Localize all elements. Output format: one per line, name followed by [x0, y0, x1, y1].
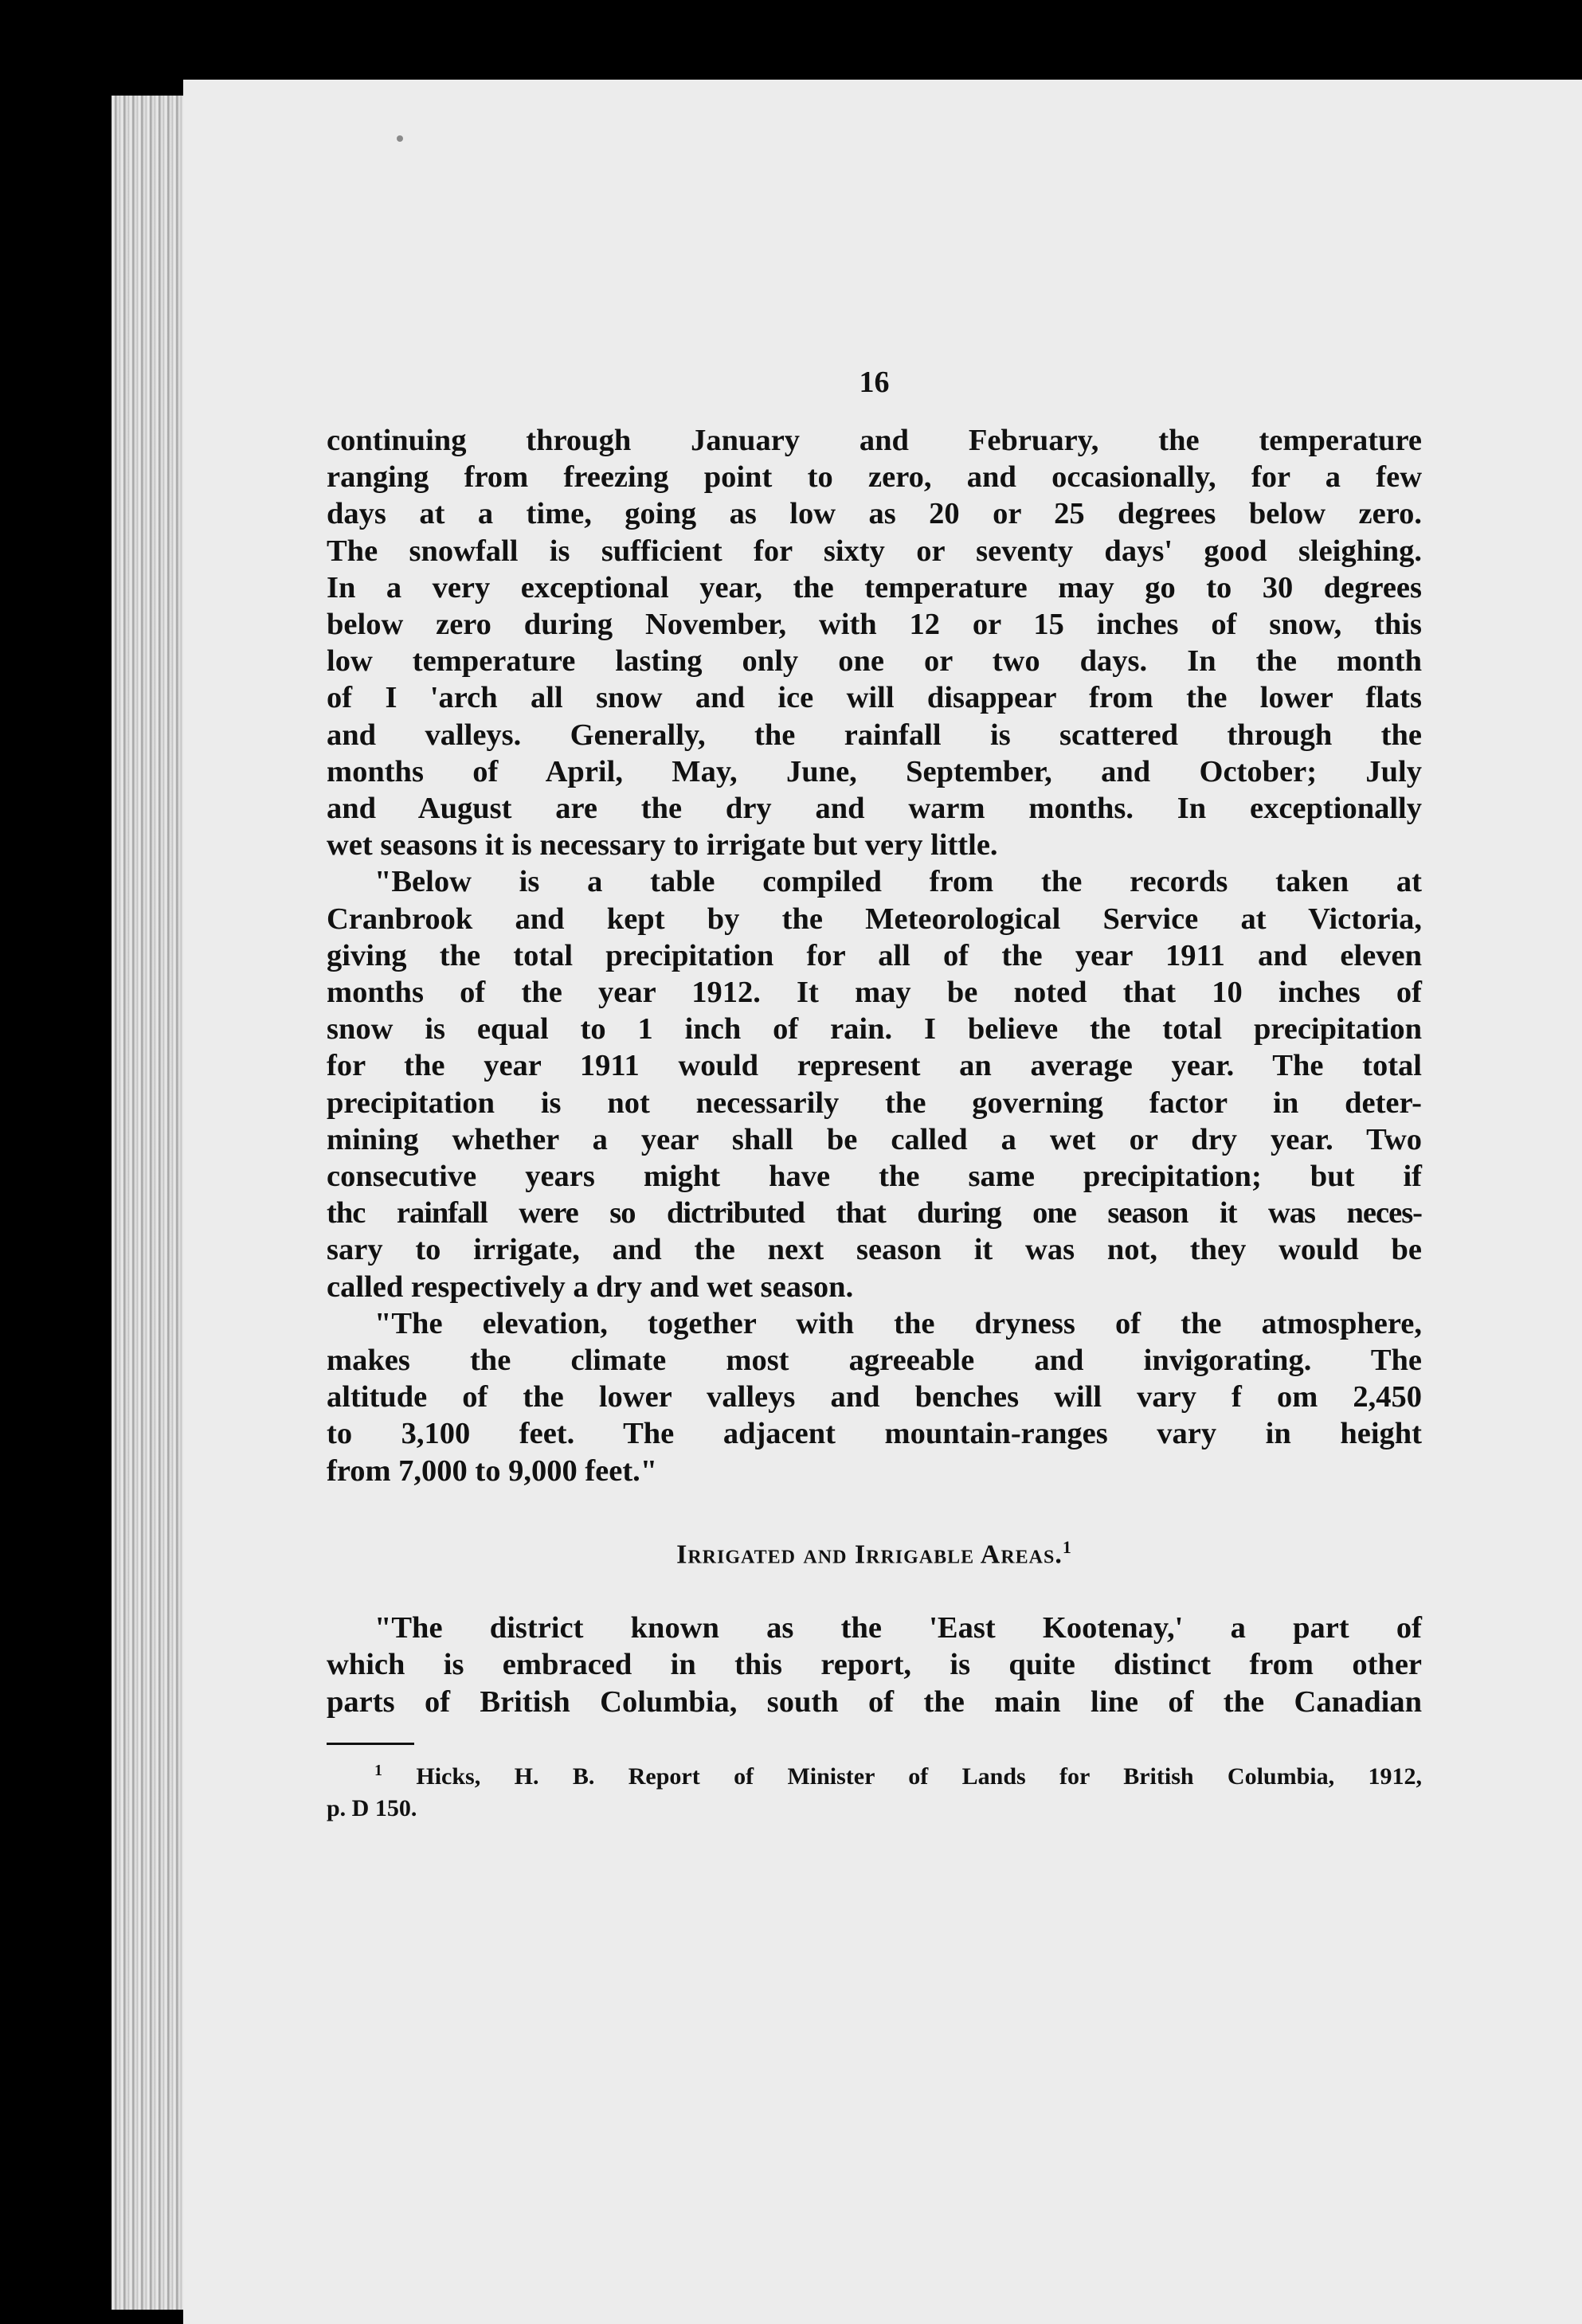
text-line: from 7,000 to 9,000 feet."	[327, 1453, 658, 1488]
text-line: "The elevation, together with the dryness of the atmosphere,	[374, 1306, 1422, 1340]
scan-speck	[397, 135, 403, 142]
text-line: to 3,100 feet. The adjacent mountain-ranges vary in height	[327, 1417, 1422, 1451]
text-line: altitude of the lower valleys and benches will vary f om 2,450	[327, 1380, 1422, 1414]
paragraph-precipitation	[327, 863, 1422, 1305]
text-line: thc rainfall were so dictributed that during one season it was neces-	[327, 1196, 1422, 1230]
text-line: months of April, May, June, September, and October; July	[327, 754, 1422, 788]
text-line: months of the year 1912. It may be noted that 10 inches of	[327, 976, 1422, 1010]
text-line: sary to irrigate, and the next season it was not, they would be	[327, 1233, 1422, 1267]
text-line: precipitation is not necessarily the governing factor in deter-	[327, 1086, 1422, 1120]
text-line: "The district known as the 'East Kootenay,' a part of	[374, 1611, 1422, 1645]
text-line: Cranbrook and kept by the Meteorological Service at Victoria,	[327, 902, 1422, 936]
text-line: snow is equal to 1 inch of rain. I believe the total precipitation	[327, 1012, 1422, 1047]
section-heading-text: Irrigated and Irrigable Areas.	[676, 1540, 1063, 1570]
paragraph-climate	[327, 422, 1422, 863]
text-line: and August are the dry and warm months. In exceptionally	[327, 792, 1422, 826]
text-line: below zero during November, with 12 or 15 inches of snow, this	[327, 608, 1422, 642]
book-page-edges	[112, 96, 183, 2310]
text-line: consecutive years might have the same precipitation; but if	[327, 1160, 1422, 1194]
text-line: called respectively a dry and wet season.	[327, 1270, 854, 1304]
section-heading	[327, 1537, 1422, 1570]
footnote-text: Hicks, H. B. Report of Minister of Lands for British Columbia, 1912,	[416, 1763, 1423, 1790]
text-line: low temperature lasting only one or two days. In the month	[327, 644, 1422, 679]
text-line: The snowfall is sufficient for sixty or seventy days' good sleighing.	[327, 534, 1422, 568]
text-line: parts of British Columbia, south of the main line of the Canadian	[327, 1684, 1422, 1719]
text-line: makes the climate most agreeable and invigorating. The	[327, 1344, 1422, 1378]
paragraph-district	[327, 1610, 1422, 1720]
text-line: days at a time, going as low as 20 or 25 degrees below zero.	[327, 497, 1422, 531]
footnote-mark: 1	[374, 1761, 382, 1779]
text-line: for the year 1911 would represent an average year. The total	[327, 1049, 1422, 1083]
text-line: and valleys. Generally, the rainfall is scattered through the	[327, 718, 1422, 752]
footnote-reference: 1	[1062, 1536, 1072, 1557]
text-line: which is embraced in this report, is quite distinct from other	[327, 1648, 1422, 1682]
footnote	[327, 1755, 1422, 1825]
footnote-divider	[327, 1743, 414, 1745]
paragraph-elevation	[327, 1305, 1422, 1489]
footnote-line	[327, 1755, 1422, 1793]
text-line: In a very exceptional year, the temperature may go to 30 degrees	[327, 570, 1422, 604]
page-content	[327, 358, 1422, 1825]
footnote-line: p. D 150.	[327, 1794, 417, 1821]
text-line: ranging from freezing point to zero, and occasionally, for a few	[327, 460, 1422, 495]
text-line: of I 'arch all snow and ice will disappear from the lower flats	[327, 681, 1422, 715]
text-line: giving the total precipitation for all of the year 1911 and eleven	[327, 938, 1422, 972]
page-number: 16	[859, 366, 890, 399]
text-line: continuing through January and February, the temperature	[327, 424, 1422, 457]
text-line: mining whether a year shall be called a wet or dry year. Two	[327, 1122, 1422, 1156]
text-line: wet seasons it is necessary to irrigate but very little.	[327, 828, 998, 863]
text-line: "Below is a table compiled from the records taken at	[374, 865, 1422, 899]
